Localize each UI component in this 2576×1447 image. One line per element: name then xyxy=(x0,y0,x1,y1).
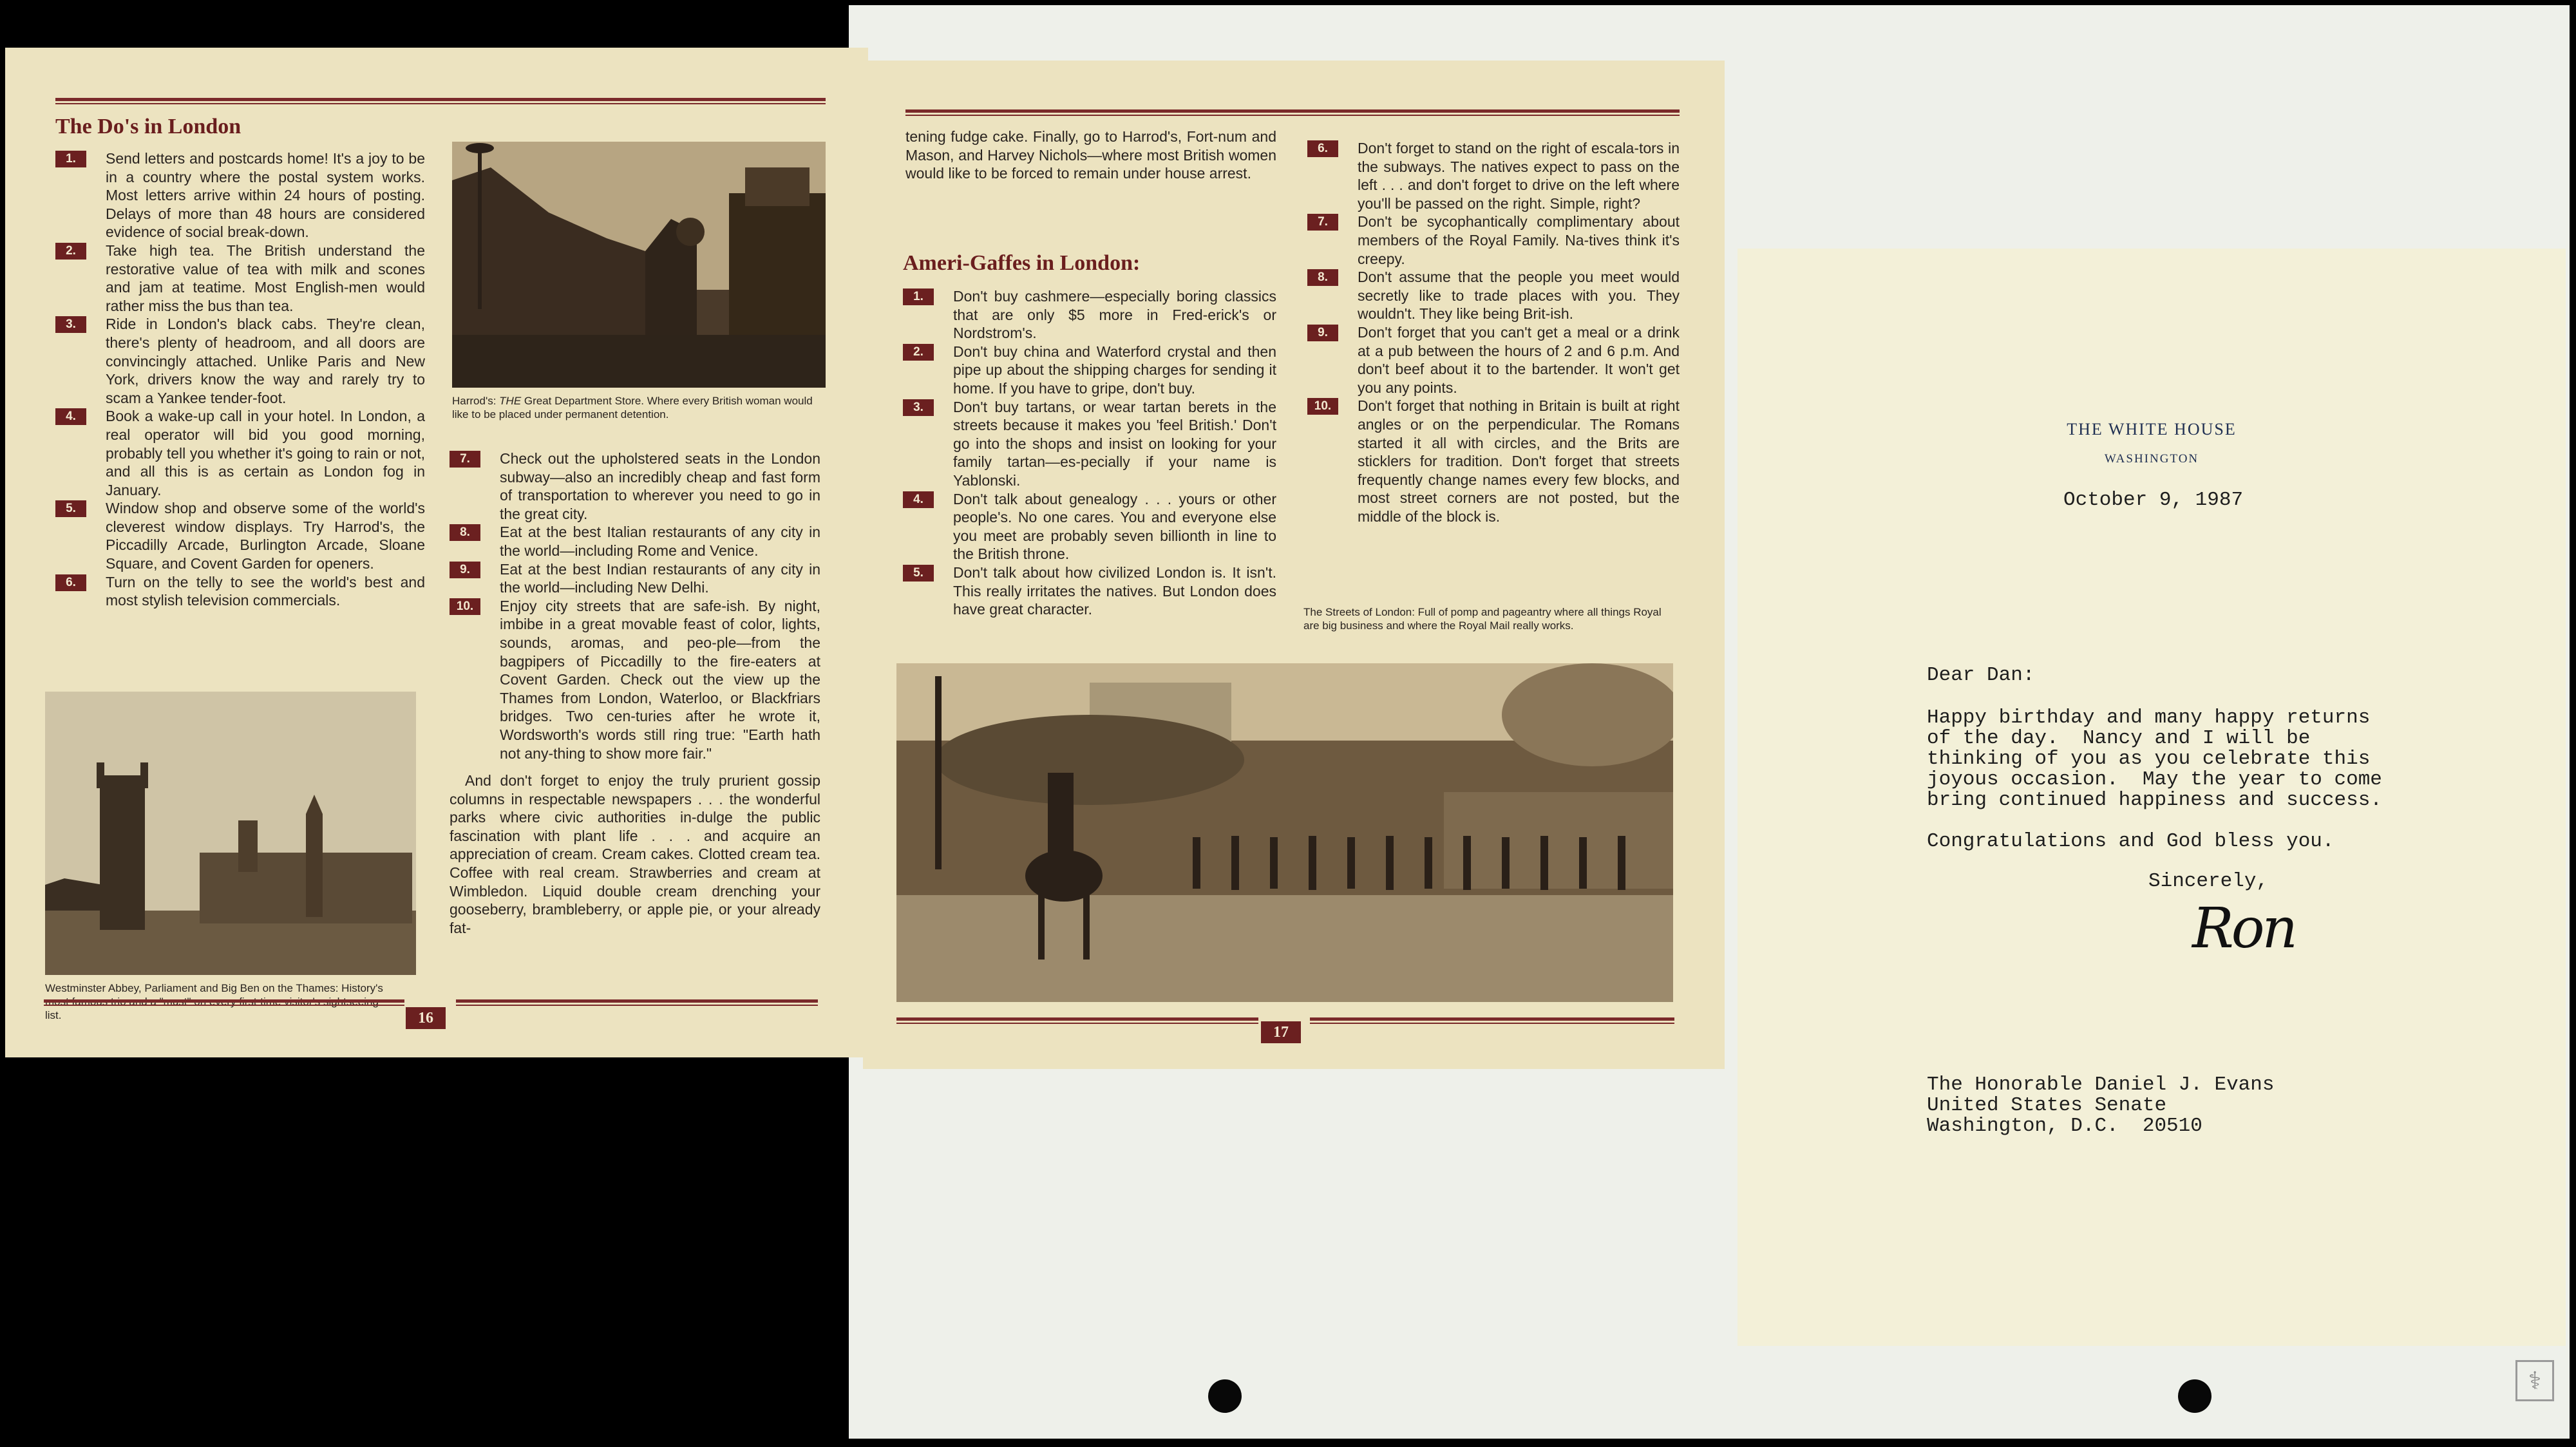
page-number-16: 16 xyxy=(406,1007,446,1029)
dos-column-1 xyxy=(55,149,425,610)
closing-paragraph: And don't forget to enjoy the truly prurient gossip columns in respectable newspapers . . . the wonderful parks where civic authorities in-dulge the public fascination with plant life . . . and acquire an appreciation of cream. Cream cakes. Clotted cream tea. Coffee with real cream. Strawberries and cream at Wimbledon. Liquid double cream drenching your gooseberry, brambleberry, or apple pie, or your already fat- xyxy=(450,772,820,936)
list-item: 8. Don't assume that the people you meet would secretly like to trade places with you. They wouldn't. They like being Brit-ish. xyxy=(1307,268,1680,323)
top-rule xyxy=(55,98,826,104)
bottom-rule-left xyxy=(896,1017,1258,1024)
parade-photo xyxy=(896,663,1673,1002)
list-item: 7. Don't be sycophantically complimentary about members of the Royal Family. Na-tives think it's creepy. xyxy=(1307,213,1680,268)
gaffes-column-1 xyxy=(905,128,1276,183)
top-rule xyxy=(905,109,1680,116)
list-item: 10. Don't forget that nothing in Britain is built at right angles or on the perpendicular. The Romans started it all with circles, and the Brits are sticklers for tradition. Don't forget that streets frequently change names every few blocks, and most street corners are not posted, but the middle of the block is. xyxy=(1307,397,1680,525)
list-item: 1. Don't buy cashmere—especially boring classics that are only $5 more in Fred-erick's or Nordstrom's. xyxy=(903,287,1276,343)
list-item: 8. Eat at the best Italian restaurants of any city in the world—including Rome and Venice. xyxy=(450,523,820,560)
letter-date: October 9, 1987 xyxy=(2063,489,2244,511)
harrods-caption: Harrod's: THE Great Department Store. Where every British woman would like to be placed under permanent detention. xyxy=(452,395,813,421)
list-item: 9. Don't forget that you can't get a meal or a drink at a pub between the hours of 2 and 6 p.m. And don't beef about it to the bartender. It won't get you any points. xyxy=(1307,323,1680,397)
gaffes-list-1 xyxy=(903,287,1276,619)
recipient-line: The Honorable Daniel J. Evans xyxy=(1927,1073,2275,1096)
blessing: Congratulations and God bless you. xyxy=(1927,830,2334,853)
list-item: 10. Enjoy city streets that are safe-ish. By night, imbibe in a great movable feast of color, lights, sounds, aromas, and peo-ple—from the bagpipers of Piccadilly to the fire-eaters at Covent Garden. Check out the view up the Thames from London, Waterloo, or Blackfriars bridges. Two cen-turies after he wrote it, Wordsworth's words still ring true: "Earth hath not any-thing to show more fair." xyxy=(450,597,820,762)
punch-hole-right xyxy=(2178,1379,2211,1413)
gaffes-column-2 xyxy=(1307,139,1680,525)
list-item: 1. Send letters and postcards home! It's a joy to be in a country where the postal system works. Most letters arrive within 24 hours of posting. Delays of more than 48 hours are considered evidence of social break-down. xyxy=(55,149,425,241)
letter-body-line: of the day. Nancy and I will be xyxy=(1927,727,2311,750)
list-item: 6. Don't forget to stand on the right of escala-tors in the subways. The natives expect to pass on the left . . . and don't forget to drive on the left where you'll be passed on the right. Simple, right? xyxy=(1307,139,1680,213)
letterhead-title: THE WHITE HOUSE xyxy=(2067,420,2237,439)
archive-stamp-icon: ⚕ xyxy=(2515,1360,2554,1401)
continued-text: tening fudge cake. Finally, go to Harrod's, Fort-num and Mason, and Harvey Nichols—where most British women would like to be forced to remain under house arrest. xyxy=(905,128,1276,182)
harrods-photo xyxy=(452,142,826,388)
letterhead-subtitle: WASHINGTON xyxy=(2104,452,2199,466)
recipient-line: United States Senate xyxy=(1927,1094,2167,1117)
list-item: 2. Take high tea. The British understand the restorative value of tea with milk and scones and jam at teatime. Most English-men would rather miss the bus than tea. xyxy=(55,241,425,315)
booklet-page-17 xyxy=(863,61,1725,1069)
list-item: 5. Don't talk about how civilized London is. It isn't. This really irritates the natives. But London does have great character. xyxy=(903,563,1276,619)
punch-hole-left xyxy=(1208,1379,1242,1413)
dos-heading: The Do's in London xyxy=(55,115,242,138)
salutation: Dear Dan: xyxy=(1927,664,2035,686)
dos-column-2 xyxy=(450,449,820,937)
gaffes-heading: Ameri-Gaffes in London: xyxy=(903,251,1141,275)
page-number-17: 17 xyxy=(1261,1021,1301,1043)
list-item: 3. Ride in London's black cabs. They're clean, there's plenty of headroom, and all doors are convincingly attached. Unlike Paris and New York, drivers know the way and rarely try to scam a Yankee tender-foot. xyxy=(55,315,425,407)
list-item: 4. Book a wake-up call in your hotel. In London, a real operator will bid you good morning, probably tell you whether it's going to rain or not, and all this is as certain as London fog in January. xyxy=(55,407,425,499)
recipient-line: Washington, D.C. 20510 xyxy=(1927,1115,2202,1137)
westminster-photo xyxy=(45,692,416,975)
list-item: 2. Don't buy china and Waterford crystal and then pipe up about the shipping charges for sending it home. If you have to gripe, don't buy. xyxy=(903,343,1276,398)
booklet-page-16 xyxy=(5,48,868,1057)
bottom-rule-left xyxy=(44,999,404,1006)
list-item: 4. Don't talk about genealogy . . . yours or other people's. No one cares. You and everyone else you meet are probably seven billionth in line to the British throne. xyxy=(903,490,1276,563)
list-item: 6. Turn on the telly to see the world's best and most stylish television commercials. xyxy=(55,573,425,610)
list-item: 5. Window shop and observe some of the world's cleverest window displays. Try Harrod's, the Piccadilly Arcade, Burlington Arcade, Sloane Square, and Covent Garden for openers. xyxy=(55,499,425,572)
letter-body-line: thinking of you as you celebrate this xyxy=(1927,748,2371,770)
bottom-rule-right xyxy=(456,999,818,1006)
list-item: 9. Eat at the best Indian restaurants of any city in the world—including New Delhi. xyxy=(450,560,820,597)
list-item: 7. Check out the upholstered seats in the London subway—also an incredibly cheap and fast form of transportation to wherever you need to go in the great city. xyxy=(450,449,820,523)
streets-caption: The Streets of London: Full of pomp and pageantry where all things Royal are big business and where the Royal Mail really works. xyxy=(1303,606,1662,632)
white-house-letter xyxy=(1738,249,2566,1346)
closing: Sincerely, xyxy=(2148,870,2269,893)
signature: Ron xyxy=(2192,896,2295,961)
letter-body-line: Happy birthday and many happy returns xyxy=(1927,706,2371,729)
letter-body-line: joyous occasion. May the year to come xyxy=(1927,768,2382,791)
letter-body-line: bring continued happiness and success. xyxy=(1927,789,2382,811)
westminster-caption: Westminster Abbey, Parliament and Big Ben on the Thames: History's most famous trio and a "must" on every first-time visitor's sightseeing list. xyxy=(45,982,383,1021)
list-item: 3. Don't buy tartans, or wear tartan berets in the streets because it makes you 'feel British.' Don't go into the shops and insist on looking for your family tartan—es-pecially if your name is Yablonski. xyxy=(903,398,1276,490)
bottom-rule-right xyxy=(1310,1017,1674,1024)
